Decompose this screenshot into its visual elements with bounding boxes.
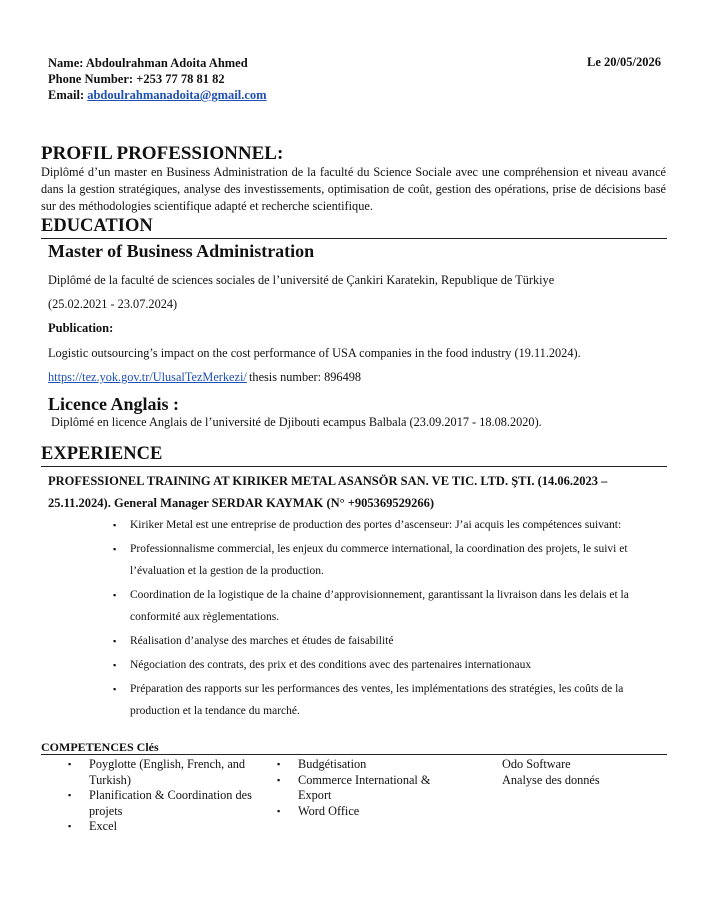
experience-divider <box>41 466 667 467</box>
list-item <box>110 538 670 582</box>
thesis-number: thesis number: 896498 <box>249 370 362 384</box>
bullet-icon: ▪ <box>277 774 281 785</box>
list-item <box>110 630 670 652</box>
skills-column-3 <box>502 757 672 788</box>
experience-position: PROFESSIONEL TRAINING AT KIRIKER METAL ASANSÖR SAN. VE TIC. LTD. ŞTI. (14.06.2023 – 25.11.2024). General Manager SERDAR KAYMAK (N° +905369529266) <box>48 474 608 510</box>
bullet-icon: ▪ <box>113 660 117 670</box>
bullet-icon: ▪ <box>113 590 117 600</box>
competences-heading: COMPETENCES Clés <box>41 740 159 754</box>
contact-block <box>48 55 267 103</box>
email-label: Email: <box>48 88 88 102</box>
publication-link[interactable]: https://tez.yok.gov.tr/UlusalTezMerkezi/ <box>48 370 247 384</box>
bullet-icon: ▪ <box>113 684 117 694</box>
skill-text: Excel <box>89 819 117 833</box>
list-item-text: Négociation des contrats, des prix et des conditions avec des partenaires internationaux <box>130 659 532 671</box>
name-line: Name: Abdoulrahman Adoita Ahmed <box>48 56 248 70</box>
list-item <box>110 514 670 536</box>
skills-column-1 <box>68 757 258 835</box>
profil-heading: PROFIL PROFESSIONNEL: <box>41 143 284 164</box>
email-line <box>48 87 267 103</box>
phone-line: Phone Number: +253 77 78 81 82 <box>48 72 225 86</box>
experience-heading: EXPERIENCE <box>41 444 163 464</box>
skill-text: Poyglotte (English, French, and Turkish) <box>89 757 246 787</box>
list-item <box>110 654 670 676</box>
education-divider <box>41 238 667 239</box>
list-item <box>110 678 670 722</box>
profil-text: Diplômé d’un master en Business Administration de la faculté du Science Sociale avec une compréhension et niveau avancé dans la gestion stratégiques, analyse des investissements, optimisation de coût, gestion des opérations, prise de décisions basé sur des méthodologies scientifique adapté et recherche scientifique. <box>41 165 666 213</box>
list-item-text: Réalisation d’analyse des marches et études de faisabilité <box>130 635 394 647</box>
licence-title: Licence Anglais : <box>48 394 179 414</box>
list-item-text: Kiriker Metal est une entreprise de production des portes d’ascenseur: J’ai acquis les compétences suivant: <box>130 519 622 531</box>
bullet-icon: ▪ <box>113 520 117 530</box>
skill-item: Odo Software <box>502 757 571 771</box>
list-item <box>110 584 670 628</box>
list-item-text: Professionnalisme commercial, les enjeux du commerce international, la coordination des projets, le suivi et l’évaluation et la gestion de la production. <box>130 543 628 577</box>
skill-text: Word Office <box>298 803 360 818</box>
publication-text: Logistic outsourcing’s impact on the cost performance of USA companies in the food industry (19.11.2024). <box>48 346 581 360</box>
licence-text: Diplômé en licence Anglais de l’université de Djibouti ecampus Balbala (23.09.2017 - 18.08.2020). <box>51 415 542 429</box>
skill-item <box>68 788 258 819</box>
skill-text: Planification & Coordination des projets <box>89 788 252 818</box>
publication-label: Publication: <box>48 321 114 335</box>
list-item-text: Coordination de la logistique de la chaine d’approvisionnement, garantissant la livraison dans les delais et la conformité aux règlementations. <box>130 589 629 623</box>
bullet-icon: ▪ <box>277 759 281 769</box>
degree-dates: (25.02.2021 - 23.07.2024) <box>48 297 178 311</box>
bullet-icon: ▪ <box>68 790 72 800</box>
competences-divider <box>41 754 667 755</box>
skill-item <box>277 757 467 773</box>
degree-title: Master of Business Administration <box>48 241 315 261</box>
bullet-icon: ▪ <box>68 821 72 831</box>
document-date: Le 20/05/2026 <box>587 55 661 69</box>
skill-text: Budgétisation <box>298 757 367 771</box>
skills-column-2 <box>277 757 467 819</box>
skill-item <box>277 804 467 820</box>
skill-item <box>68 757 258 788</box>
education-heading: EDUCATION <box>41 216 153 236</box>
bullet-icon: ▪ <box>277 805 281 816</box>
email-link[interactable]: abdoulrahmanadoita@gmail.com <box>87 88 267 102</box>
bullet-icon: ▪ <box>113 544 117 554</box>
experience-list <box>110 514 670 724</box>
bullet-icon: ▪ <box>113 636 117 646</box>
degree-detail: Diplômé de la faculté de sciences sociales de l’université de Çankiri Karatekin, Republique de Türkiye <box>48 273 555 287</box>
skill-text: Commerce International & Export <box>298 772 431 802</box>
list-item-text: Préparation des rapports sur les performances des ventes, les implémentations des stratégies, les coûts de la production et la tendance du marché. <box>130 683 624 717</box>
skill-item <box>68 819 258 835</box>
skill-item <box>277 773 467 804</box>
bullet-icon: ▪ <box>68 759 72 769</box>
skill-item: Analyse des donnés <box>502 772 600 787</box>
